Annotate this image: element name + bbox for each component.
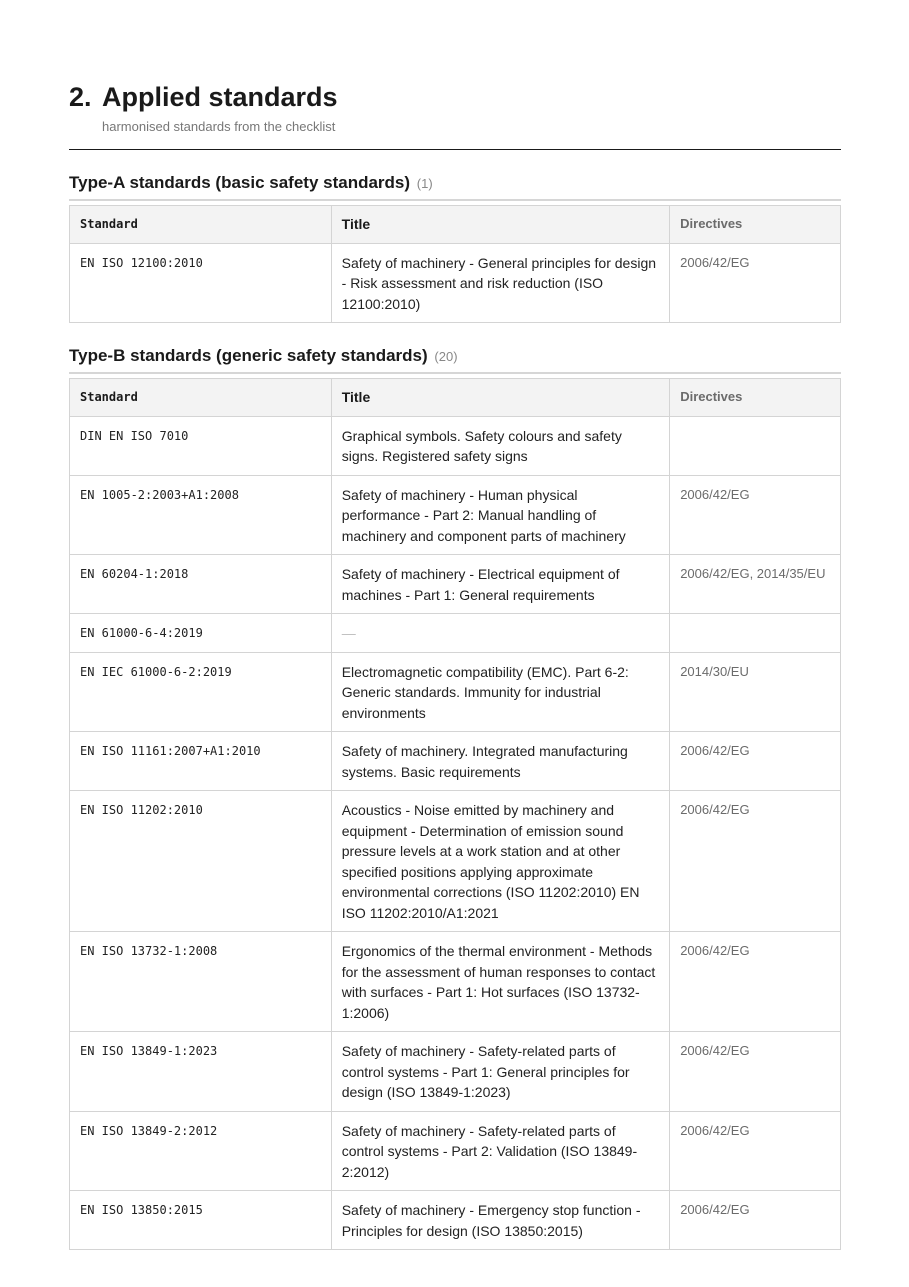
standard-directives: 2006/42/EG [670,932,841,1032]
table-row [70,791,841,932]
table-row [70,932,841,1032]
standard-title: Acoustics - Noise emitted by machinery and equipment - Determination of emission sound pressure levels at a work station and at other specified positions applying approximate environmental corrections (ISO 11202:2010) EN ISO 11202:2010/A1:2021 [331,791,669,932]
type-b-table [69,378,841,1250]
standard-code: EN ISO 13732-1:2008 [70,932,332,1032]
type-a-heading-text: Type-A standards (basic safety standards) [69,173,411,192]
type-b-heading [69,345,841,374]
table-row [70,652,841,732]
type-b-group [69,345,841,1250]
standard-code: EN ISO 13849-2:2012 [70,1111,332,1191]
section-subtitle: harmonised standards from the checklist [102,119,336,134]
standard-title: Ergonomics of the thermal environment - Methods for the assessment of human responses to contact with surfaces - Part 1: Hot surfaces (ISO 13732-1:2006) [331,932,669,1032]
standard-title: Graphical symbols. Safety colours and safety signs. Registered safety signs [331,416,669,475]
standard-code: EN ISO 11161:2007+A1:2010 [70,732,332,791]
type-a-group [69,172,841,323]
table-row [70,243,841,323]
standard-title: Safety of machinery - Safety-related parts of control systems - Part 2: Validation (ISO 13849-2:2012) [331,1111,669,1191]
standard-directives: 2014/30/EU [670,652,841,732]
standard-title: Safety of machinery - General principles for design - Risk assessment and risk reduction (ISO 12100:2010) [331,243,670,323]
type-a-table-body [70,243,841,323]
column-header-directives: Directives [670,379,841,417]
standard-directives: 2006/42/EG [670,732,841,791]
table-header-row [70,206,841,244]
column-header-title: Title [331,206,670,244]
type-a-table [69,205,841,323]
standard-directives: 2006/42/EG [670,1111,841,1191]
standard-directives: 2006/42/EG [670,475,841,555]
standard-code: EN ISO 13850:2015 [70,1191,332,1250]
section-title [69,80,841,114]
standard-directives [670,614,841,653]
section-header [69,80,841,150]
type-a-count: (1) [416,176,433,191]
standard-title: Safety of machinery - Emergency stop function - Principles for design (ISO 13850:2015) [331,1191,669,1250]
standard-title: — [331,614,669,653]
standard-directives: 2006/42/EG [670,243,841,323]
section-title-text: Applied standards [102,82,338,112]
standard-code: EN ISO 13849-1:2023 [70,1032,332,1112]
column-header-standard: Standard [70,379,332,417]
table-row [70,614,841,653]
standard-directives [670,416,841,475]
standard-code: EN ISO 12100:2010 [70,243,332,323]
standard-code: EN ISO 11202:2010 [70,791,332,932]
table-row [70,475,841,555]
standard-title: Safety of machinery - Electrical equipment of machines - Part 1: General requirements [331,555,669,614]
type-b-heading-text: Type-B standards (generic safety standards) [69,346,428,365]
type-a-heading [69,172,841,201]
standard-title: Electromagnetic compatibility (EMC). Part 6-2: Generic standards. Immunity for industrial environments [331,652,669,732]
standard-directives: 2006/42/EG [670,791,841,932]
standard-directives: 2006/42/EG [670,1191,841,1250]
standard-title: Safety of machinery - Safety-related parts of control systems - Part 1: General principles for design (ISO 13849-1:2023) [331,1032,669,1112]
table-row [70,555,841,614]
column-header-title: Title [331,379,669,417]
table-row [70,1191,841,1250]
table-row [70,1111,841,1191]
section-number: 2. [69,82,92,112]
standard-code: DIN EN ISO 7010 [70,416,332,475]
type-b-table-body [70,416,841,1250]
table-row [70,1032,841,1112]
standard-code: EN 60204-1:2018 [70,555,332,614]
standard-directives: 2006/42/EG [670,1032,841,1112]
standard-code: EN IEC 61000-6-2:2019 [70,652,332,732]
table-row [70,732,841,791]
table-header-row [70,379,841,417]
table-row [70,416,841,475]
standard-title: Safety of machinery. Integrated manufacturing systems. Basic requirements [331,732,669,791]
standard-directives: 2006/42/EG, 2014/35/EU [670,555,841,614]
type-b-count: (20) [434,349,458,364]
column-header-standard: Standard [70,206,332,244]
column-header-directives: Directives [670,206,841,244]
standard-title: Safety of machinery - Human physical performance - Part 2: Manual handling of machinery and component parts of machinery [331,475,669,555]
standard-code: EN 1005-2:2003+A1:2008 [70,475,332,555]
standard-code: EN 61000-6-4:2019 [70,614,332,653]
